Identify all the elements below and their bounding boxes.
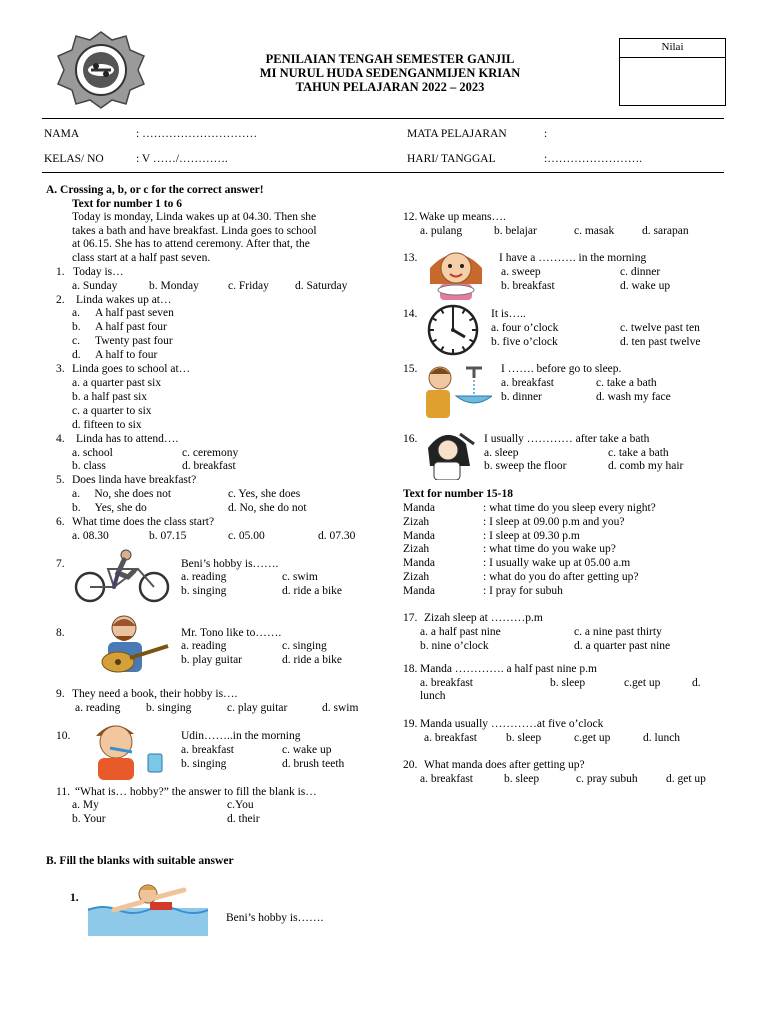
q2-option-b[interactable]: A half past four — [95, 321, 167, 333]
q18-option-c[interactable]: c.get up — [624, 677, 661, 689]
q5-option-c[interactable]: c. Yes, she does — [228, 488, 301, 500]
question-19: Manda usually …………at five o’clock — [420, 718, 604, 730]
question-number: 15. — [403, 363, 418, 375]
q7-option-b[interactable]: b. singing — [181, 585, 227, 597]
dialogue-line: : I sleep at 09.00 p.m and you? — [483, 515, 625, 528]
question-number: 4. — [56, 433, 65, 445]
q5-option-a[interactable]: a. No, she does not — [72, 488, 172, 500]
q19-option-a[interactable]: a. breakfast — [424, 732, 477, 744]
question-11: “What is… hobby?” the answer to fill the blank is… — [75, 786, 317, 798]
q18-option-a[interactable]: a. breakfast — [420, 677, 473, 689]
score-label: Nilai — [620, 41, 725, 58]
q5-option-b[interactable]: b. Yes, she do — [72, 502, 147, 514]
q6-option-d[interactable]: d. 07.30 — [318, 530, 356, 542]
q20-option-d[interactable]: d. get up — [666, 773, 706, 785]
q10-option-d[interactable]: d. brush teeth — [282, 758, 345, 770]
q15-option-a[interactable]: a. breakfast — [501, 377, 554, 389]
question-number: 19. — [403, 718, 418, 730]
section-a-title: A. Crossing a, b, or c for the correct answer! — [46, 184, 264, 196]
q5-option-d[interactable]: d. No, she do not — [228, 502, 307, 514]
q10-option-c[interactable]: c. wake up — [282, 744, 332, 756]
dialogue-line: : I sleep at 09.30 p.m — [483, 529, 580, 542]
q3-option-d[interactable]: d. fifteen to six — [72, 419, 142, 431]
q11-option-c[interactable]: c.You — [227, 799, 254, 811]
q17-option-d[interactable]: d. a quarter past nine — [574, 640, 671, 652]
header-line-3: TAHUN PELAJARAN 2022 – 2023 — [295, 80, 485, 94]
q20-option-b[interactable]: b. sleep — [504, 773, 540, 785]
q14-option-b[interactable]: b. five o’clock — [491, 336, 558, 348]
question-number: 10. — [56, 730, 71, 742]
cyclist-picture — [68, 547, 176, 603]
dialogue — [403, 502, 733, 599]
q11-option-d[interactable]: d. their — [227, 813, 260, 825]
q6-option-c[interactable]: c. 05.00 — [228, 530, 265, 542]
q16-option-c[interactable]: c. take a bath — [608, 447, 669, 459]
question-number: 13. — [403, 252, 418, 264]
question-number: 1. — [56, 266, 65, 278]
dialogue-line: : what do you do after getting up? — [483, 570, 639, 583]
dialogue-speaker: Manda — [403, 502, 435, 514]
question-number: 3. — [56, 363, 65, 375]
question-15: I ……. before go to sleep. — [501, 363, 622, 375]
dialogue-speaker: Zizah — [403, 515, 430, 528]
q12-option-a[interactable]: a. pulang — [420, 225, 463, 237]
q18-option-b[interactable]: b. sleep — [550, 677, 586, 689]
combing-hair-picture — [420, 426, 482, 480]
section-b-question-1: Beni’s hobby is……. — [226, 912, 324, 924]
q2-option-c-letter[interactable]: c. — [72, 335, 80, 347]
question-number: 11. — [56, 786, 70, 798]
q19-option-c[interactable]: c.get up — [574, 732, 611, 744]
q8-option-c[interactable]: c. singing — [282, 640, 327, 652]
question-number: 20. — [403, 759, 418, 771]
q12-option-c[interactable]: c. masak — [574, 225, 615, 237]
question-9: They need a book, their hobby is…. — [72, 688, 238, 700]
q14-option-d[interactable]: d. ten past twelve — [620, 336, 701, 348]
question-18: Manda …………. a half past nine p.m — [420, 663, 597, 675]
question-20: What manda does after getting up? — [424, 759, 585, 771]
header-line-1: PENILAIAN TENGAH SEMESTER GANJIL — [265, 52, 515, 66]
q6-option-a[interactable]: a. 08.30 — [72, 530, 109, 542]
question-14: It is….. — [491, 308, 526, 320]
fields-divider — [42, 172, 724, 173]
q6-option-b[interactable]: b. 07.15 — [149, 530, 187, 542]
brushing-teeth-picture — [74, 716, 172, 780]
q9-option-a[interactable]: a. reading — [75, 702, 121, 714]
question-4: Linda has to attend…. — [76, 433, 179, 445]
q13-option-d[interactable]: d. wake up — [620, 280, 671, 292]
class-field[interactable]: : V ……/…………. — [136, 153, 228, 165]
q12-option-d[interactable]: d. sarapan — [642, 225, 689, 237]
q4-option-b[interactable]: b. class — [72, 460, 106, 472]
q2-option-d[interactable]: A half to four — [95, 349, 158, 361]
q2-option-a[interactable]: A half past seven — [95, 307, 174, 319]
guitar-player-picture — [72, 612, 172, 676]
q7-option-d[interactable]: d. ride a bike — [282, 585, 343, 597]
name-field[interactable]: : ………………………… — [136, 128, 258, 140]
q16-option-d[interactable]: d. comb my hair — [608, 460, 684, 472]
question-2: Linda wakes up at… — [76, 294, 172, 306]
question-number: 8. — [56, 627, 65, 639]
q7-option-c[interactable]: c. swim — [282, 571, 318, 583]
q20-option-a[interactable]: a. breakfast — [420, 773, 473, 785]
q2-option-d-letter[interactable]: d. — [72, 349, 81, 361]
date-label: HARI/ TANGGAL — [407, 153, 496, 165]
dialogue-line: : what time do you wake up? — [483, 543, 616, 556]
q19-option-d[interactable]: d. lunch — [643, 732, 681, 744]
question-number: 6. — [56, 516, 65, 528]
q8-option-b[interactable]: b. play guitar — [181, 654, 242, 666]
question-number: 16. — [403, 433, 418, 445]
q8-option-a[interactable]: a. reading — [181, 640, 227, 652]
q15-option-d[interactable]: d. wash my face — [596, 391, 671, 403]
q2-option-a-letter[interactable]: a. — [72, 307, 80, 319]
subject-label: MATA PELAJARAN — [407, 128, 507, 140]
q3-option-c[interactable]: c. a quarter to six — [72, 405, 152, 417]
q9-option-c[interactable]: c. play guitar — [227, 702, 288, 714]
question-8: Mr. Tono like to……. — [181, 627, 282, 639]
question-16: I usually ………… after take a bath — [484, 433, 650, 445]
q9-option-b[interactable]: b. singing — [146, 702, 192, 714]
q17-option-a[interactable]: a. a half past nine — [420, 626, 501, 638]
question-number: 7. — [56, 558, 65, 570]
q17-option-b[interactable]: b. nine o’clock — [420, 640, 489, 652]
header-divider — [42, 118, 724, 119]
clock-picture — [420, 304, 486, 356]
q11-option-a[interactable]: a. My — [72, 799, 99, 811]
dialogue-line: : what time do you sleep every night? — [483, 502, 656, 514]
question-5: Does linda have breakfast? — [72, 474, 197, 486]
question-12: Wake up means…. — [419, 211, 506, 223]
q13-option-a[interactable]: a. sweep — [501, 266, 541, 278]
q1-option-c[interactable]: c. Friday — [228, 280, 269, 292]
q16-option-a[interactable]: a. sleep — [484, 447, 519, 459]
question-17: Zizah sleep at ………p.m — [424, 612, 543, 624]
question-7: Beni’s hobby is……. — [181, 558, 279, 570]
question-number: 2. — [56, 294, 65, 306]
q12-option-b[interactable]: b. belajar — [494, 225, 537, 237]
subject-field[interactable]: : — [544, 128, 548, 140]
q18-option-d[interactable]: d. — [692, 677, 701, 689]
dialogue-speaker: Manda — [403, 584, 435, 597]
q1-option-d[interactable]: d. Saturday — [295, 280, 348, 292]
q11-option-b[interactable]: b. Your — [72, 813, 106, 825]
q7-option-a[interactable]: a. reading — [181, 571, 227, 583]
q20-option-c[interactable]: c. pray subuh — [576, 773, 638, 785]
question-number: 5. — [56, 474, 65, 486]
q4-option-a[interactable]: a. school — [72, 447, 113, 459]
question-10: Udin……..in the morning — [181, 730, 301, 742]
dialogue-speaker: Zizah — [403, 543, 430, 556]
breakfast-girl-picture — [420, 244, 492, 300]
question-6: What time does the class start? — [72, 516, 215, 528]
text-1-title: Text for number 1 to 6 — [72, 198, 182, 210]
question-number: 9. — [56, 688, 65, 700]
swimmer-picture — [88, 880, 208, 936]
question-number: 1. — [70, 892, 79, 904]
q14-option-a[interactable]: a. four o’clock — [491, 322, 559, 334]
school-logo — [52, 30, 150, 110]
q4-option-c[interactable]: c. ceremony — [182, 447, 239, 459]
header-line-2: MI NURUL HUDA SEDENGANMIJEN KRIAN — [259, 66, 521, 80]
q17-option-c[interactable]: c. a nine past thirty — [574, 626, 662, 638]
q15-option-b[interactable]: b. dinner — [501, 391, 542, 403]
q19-option-b[interactable]: b. sleep — [506, 732, 542, 744]
text-2-title: Text for number 15-18 — [403, 488, 513, 500]
dialogue-speaker: Manda — [403, 557, 435, 570]
q13-option-b[interactable]: b. breakfast — [501, 280, 555, 292]
dialogue-line: : I usually wake up at 05.00 a.m — [483, 557, 631, 570]
q1-option-a[interactable]: a. Sunday — [72, 280, 118, 292]
dialogue-speaker: Zizah — [403, 570, 430, 583]
q9-option-d[interactable]: d. swim — [322, 702, 359, 714]
q3-option-a[interactable]: a. a quarter past six — [72, 377, 162, 389]
dialogue-line: : I pray for subuh — [483, 584, 563, 597]
q2-option-c[interactable]: Twenty past four — [95, 335, 173, 347]
q3-option-b[interactable]: b. a half past six — [72, 391, 148, 403]
class-label: KELAS/ NO — [44, 153, 104, 165]
q15-option-c[interactable]: c. take a bath — [596, 377, 657, 389]
reading-passage: Today is monday, Linda wakes up at 04.30. Then she takes a bath and have breakfast. Linda goes to school at 06.15. She has to attend ceremony. After that, the class start at a half past seven. — [72, 211, 317, 264]
q10-option-b[interactable]: b. singing — [181, 758, 227, 770]
score-box — [619, 38, 726, 106]
q10-option-a[interactable]: a. breakfast — [181, 744, 234, 756]
q18-option-d-text[interactable]: lunch — [420, 690, 446, 702]
question-number: 12. — [403, 211, 418, 223]
q13-option-c[interactable]: c. dinner — [620, 266, 661, 278]
section-b-title: B. Fill the blanks with suitable answer — [46, 855, 234, 867]
question-number: 14. — [403, 308, 418, 320]
question-number: 18. — [403, 663, 418, 675]
q4-option-d[interactable]: d. breakfast — [182, 460, 236, 472]
question-1: Today is… — [73, 266, 124, 278]
question-3: Linda goes to school at… — [72, 363, 191, 375]
question-13: I have a ………. in the morning — [499, 252, 647, 264]
q1-option-b[interactable]: b. Monday — [149, 280, 199, 292]
washing-face-picture — [418, 360, 492, 420]
q8-option-d[interactable]: d. ride a bike — [282, 654, 343, 666]
question-number: 17. — [403, 612, 418, 624]
date-field[interactable]: :……………………. — [544, 153, 643, 165]
q16-option-b[interactable]: b. sweep the floor — [484, 460, 567, 472]
q14-option-c[interactable]: c. twelve past ten — [620, 322, 700, 334]
q2-option-b-letter[interactable]: b. — [72, 321, 81, 333]
name-label: NAMA — [44, 128, 80, 140]
dialogue-speaker: Manda — [403, 529, 435, 542]
